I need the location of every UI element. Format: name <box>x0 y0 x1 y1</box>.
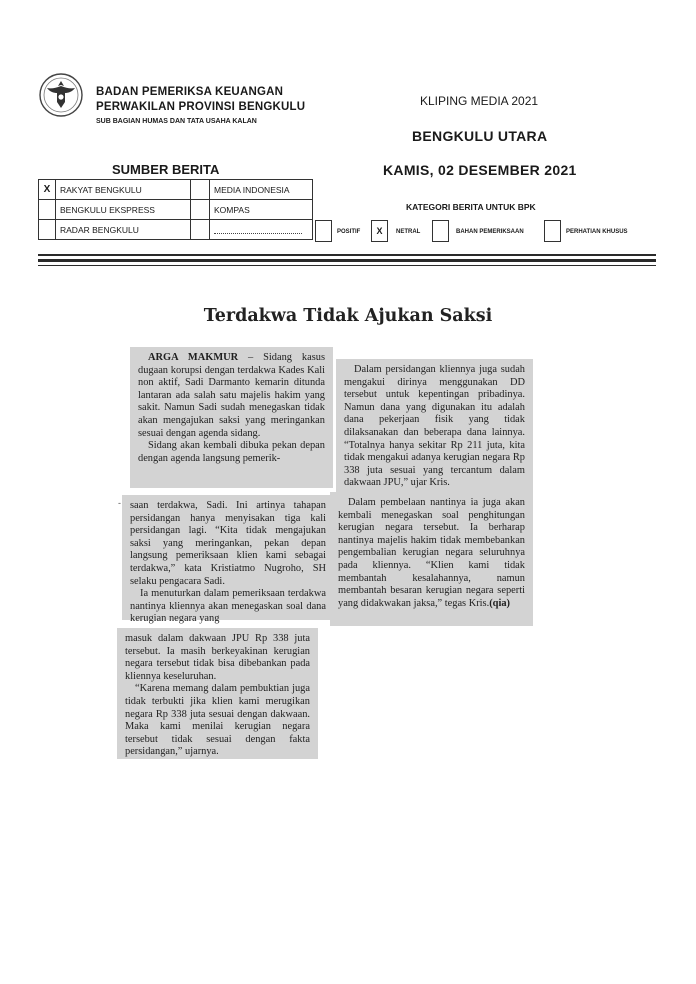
source-name: RAKYAT BENGKULU <box>56 180 191 200</box>
margin-mark: - <box>118 498 121 508</box>
source-title: SUMBER BERITA <box>112 162 220 177</box>
source-row <box>39 220 313 240</box>
category-label-positif: POSITIF <box>337 229 361 235</box>
bpk-logo-icon <box>38 72 84 118</box>
article-byline: (qia) <box>489 597 510 609</box>
article-paragraph: Dalam pembelaan nantinya ia juga akan kembali menegaskan soal penghitungan kerugian negara tersebut. Ia berharap nantinya majelis hakim tidak membebankan pengembalian kerugian negara seluruhnya pada kliennya. “Klien kami tidak membantah kesalahannya, namun membantah besaran kerugian negara seperti yang didakwakan jaksa,” tegas Kris. <box>338 497 525 609</box>
divider <box>38 265 656 266</box>
article-clip-5 <box>330 492 533 626</box>
article-paragraph: Ia menuturkan dalam pemeriksaan terdakwa nantinya kliennya akan menegaskan soal dana kerugian negara yang <box>130 588 326 625</box>
category-checkbox-bahan-pemeriksaan[interactable] <box>432 220 449 242</box>
blank-fill-line <box>214 223 302 234</box>
source-row <box>39 180 313 200</box>
article-clip-3 <box>117 628 318 759</box>
article-clip-4 <box>336 359 533 493</box>
source-row <box>39 200 313 220</box>
org-name-line3: SUB BAGIAN HUMAS DAN TATA USAHA KALAN <box>96 118 257 125</box>
source-name: RADAR BENGKULU <box>56 220 191 240</box>
article-paragraph: Dalam persidangan kliennya juga sudah mengakui dirinya menggunakan DD tersebut untuk kepentingan pribadinya. Namun dana yang digunakan itu adalah dana pekerjaan fisik yang tidak dilaksanakan dan beberapa dana lainnya. “Totalnya hanya sekitar Rp 211 juta, kita tidak mengakui adanya kerugian negara Rp 338 juta sesuai yang tercantum dalam dakwaan JPU,” ujar Kris. <box>344 364 525 489</box>
divider <box>38 259 656 262</box>
org-name-line1: BADAN PEMERIKSA KEUANGAN <box>96 86 284 98</box>
article-paragraph: Sidang akan kembali dibuka pekan depan dengan agenda langsung pemerik- <box>138 440 325 464</box>
source-name: BENGKULU EKSPRESS <box>56 200 191 220</box>
org-name-line2: PERWAKILAN PROVINSI BENGKULU <box>96 101 306 113</box>
source-mark <box>191 200 210 220</box>
date-title: KAMIS, 02 DESEMBER 2021 <box>383 162 577 178</box>
category-checkbox-perhatian-khusus[interactable] <box>544 220 561 242</box>
category-label-perhatian-khusus: PERHATIAN KHUSUS <box>566 229 628 235</box>
source-table <box>38 179 313 240</box>
article-clip-1 <box>130 347 333 488</box>
source-name: KOMPAS <box>210 200 313 220</box>
category-label-netral: NETRAL <box>396 229 421 235</box>
source-mark <box>39 220 56 240</box>
source-mark: X <box>39 180 56 200</box>
source-mark <box>191 180 210 200</box>
category-label-bahan-pemeriksaan: BAHAN PEMERIKSAAN <box>456 229 524 235</box>
article-paragraph: masuk dalam dakwaan JPU Rp 338 juta tersebut. Ia masih berkeyakinan kerugian negara tersebut tidak bisa dibebankan pada kliennya keseluruhan. <box>125 633 310 682</box>
article-paragraph: – Sidang kasus dugaan korupsi dengan terdakwa Kades Kali non aktif, Sadi Darmanto kemarin ditunda lantaran ada salah satu majelis hakim yang sakit. Namun Sadi sudah menegaskan tidak akan mengajukan saksi yang meringankan sesuai dengan agenda sidang. <box>138 352 325 439</box>
source-mark <box>191 220 210 240</box>
article-headline: Terdakwa Tidak Ajukan Saksi <box>203 306 493 326</box>
category-checkbox-netral[interactable]: X <box>371 220 388 242</box>
source-other-blank <box>210 220 313 240</box>
region-title: BENGKULU UTARA <box>412 128 548 144</box>
article-paragraph: “Karena memang dalam pembuktian juga tidak terbukti jika klien kami merugikan negara Rp 338 juta sesuai dengan dakwaan. Maka kami menilai kerugian negara tersebut tidak sesuai dengan fakta persidangan,” ujarnya. <box>125 683 310 758</box>
article-clip-2 <box>122 495 334 625</box>
article-paragraph: saan terdakwa, Sadi. Ini artinya tahapan persidangan hanya menyisakan tiga kali persidangan lagi. “Kita tidak mengajukan saksi yang meringankan, pekan depan langsung pemeriksaan klien kami sebagai terdakwa,” kata Kristiatmo Nugroho, SH selaku pengacara Sadi. <box>130 500 326 587</box>
divider <box>38 254 656 256</box>
source-mark <box>39 200 56 220</box>
category-checkbox-positif[interactable] <box>315 220 332 242</box>
category-title: KATEGORI BERITA UNTUK BPK <box>406 202 536 212</box>
kliping-title: KLIPING MEDIA 2021 <box>420 94 539 108</box>
article-dateline: ARGA MAKMUR <box>148 352 239 363</box>
source-name: MEDIA INDONESIA <box>210 180 313 200</box>
